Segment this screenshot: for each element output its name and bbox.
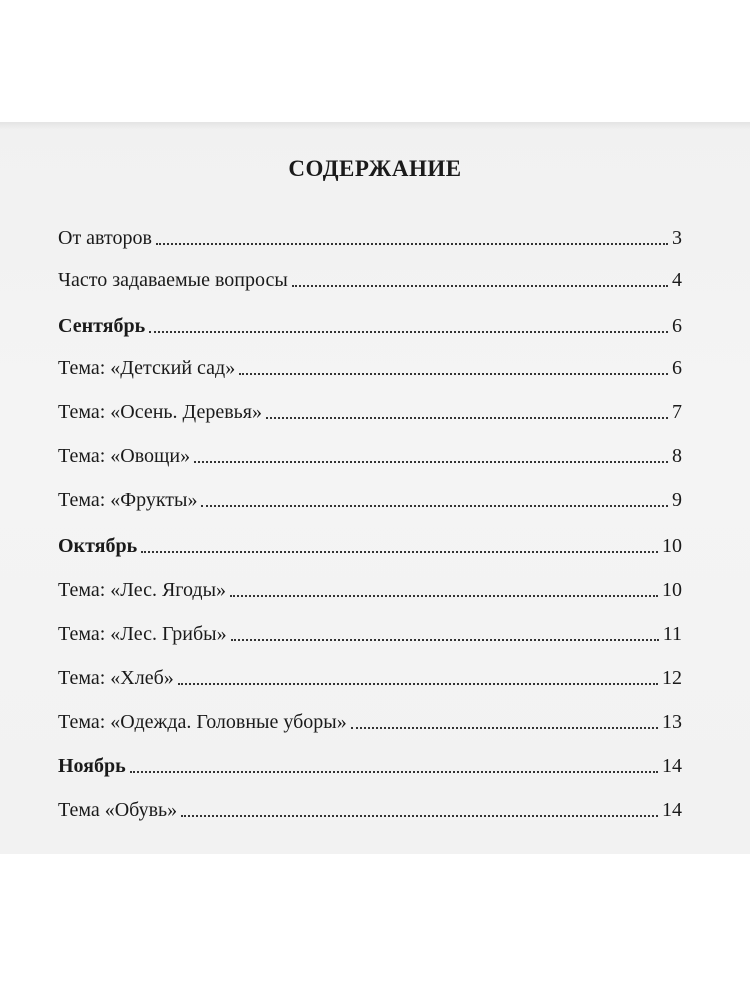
toc-entry-label: Тема: «Лес. Ягоды» (58, 579, 227, 601)
toc-entry-page: 14 (662, 799, 682, 821)
toc-entry (58, 310, 682, 338)
toc-entry-label: Тема: «Детский сад» (58, 357, 236, 379)
toc-entry-label: Тема: «Фрукты» (58, 489, 198, 511)
toc-entry (58, 222, 682, 250)
toc-entry-page: 9 (672, 489, 682, 511)
toc-entry (58, 794, 682, 822)
toc-entry (58, 618, 682, 646)
toc-entry-label: Часто задаваемые вопросы (58, 269, 288, 291)
toc-entry-label: Тема: «Овощи» (58, 445, 191, 467)
toc-entry-page: 6 (672, 357, 682, 379)
toc-entry-page: 4 (672, 269, 682, 291)
toc-entry-page: 11 (662, 623, 682, 645)
page-title: СОДЕРЖАНИЕ (288, 156, 462, 181)
toc-entry-page: 3 (672, 227, 682, 249)
toc-entry (58, 574, 682, 602)
dot-leader (130, 770, 658, 773)
toc-entry-label: Сентябрь (58, 315, 146, 337)
toc-entry-label: От авторов (58, 227, 152, 249)
toc-entry-page: 10 (662, 535, 682, 557)
toc-entry-label: Тема «Обувь» (58, 799, 178, 821)
toc-entry-page: 14 (662, 755, 682, 777)
toc-entry-page: 6 (672, 315, 682, 337)
toc-entry-page: 7 (672, 401, 682, 423)
dot-leader (201, 504, 668, 507)
toc-entry (58, 440, 682, 468)
toc-entry-page: 8 (672, 445, 682, 467)
toc-entry (58, 352, 682, 380)
toc-entry-label: Ноябрь (58, 755, 126, 777)
toc-entry (58, 484, 682, 512)
toc-entry-label: Тема: «Лес. Грибы» (58, 623, 227, 645)
toc-entry-page: 10 (662, 579, 682, 601)
toc-entry-label: Тема: «Осень. Деревья» (58, 401, 262, 423)
toc-entry-label: Тема: «Одежда. Головные уборы» (58, 711, 347, 733)
toc-entry-page: 13 (662, 711, 682, 733)
toc-entry (58, 662, 682, 690)
dot-leader (231, 638, 659, 641)
dot-leader (141, 550, 658, 553)
dot-leader (181, 814, 658, 817)
toc-entry (58, 706, 682, 734)
toc-entry (58, 396, 682, 424)
toc-entry (58, 750, 682, 778)
dot-leader (178, 682, 658, 685)
dot-leader (194, 460, 668, 463)
dot-leader (156, 242, 668, 245)
toc-entry-label: Тема: «Хлеб» (58, 667, 174, 689)
dot-leader (149, 330, 668, 333)
dot-leader (266, 416, 668, 419)
dot-leader (351, 726, 658, 729)
dot-leader (239, 372, 668, 375)
toc-entry-page: 12 (662, 667, 682, 689)
toc-entry (58, 530, 682, 558)
toc-entry (58, 264, 682, 292)
dot-leader (230, 594, 658, 597)
toc-entry-label: Октябрь (58, 535, 138, 557)
dot-leader (292, 284, 668, 287)
